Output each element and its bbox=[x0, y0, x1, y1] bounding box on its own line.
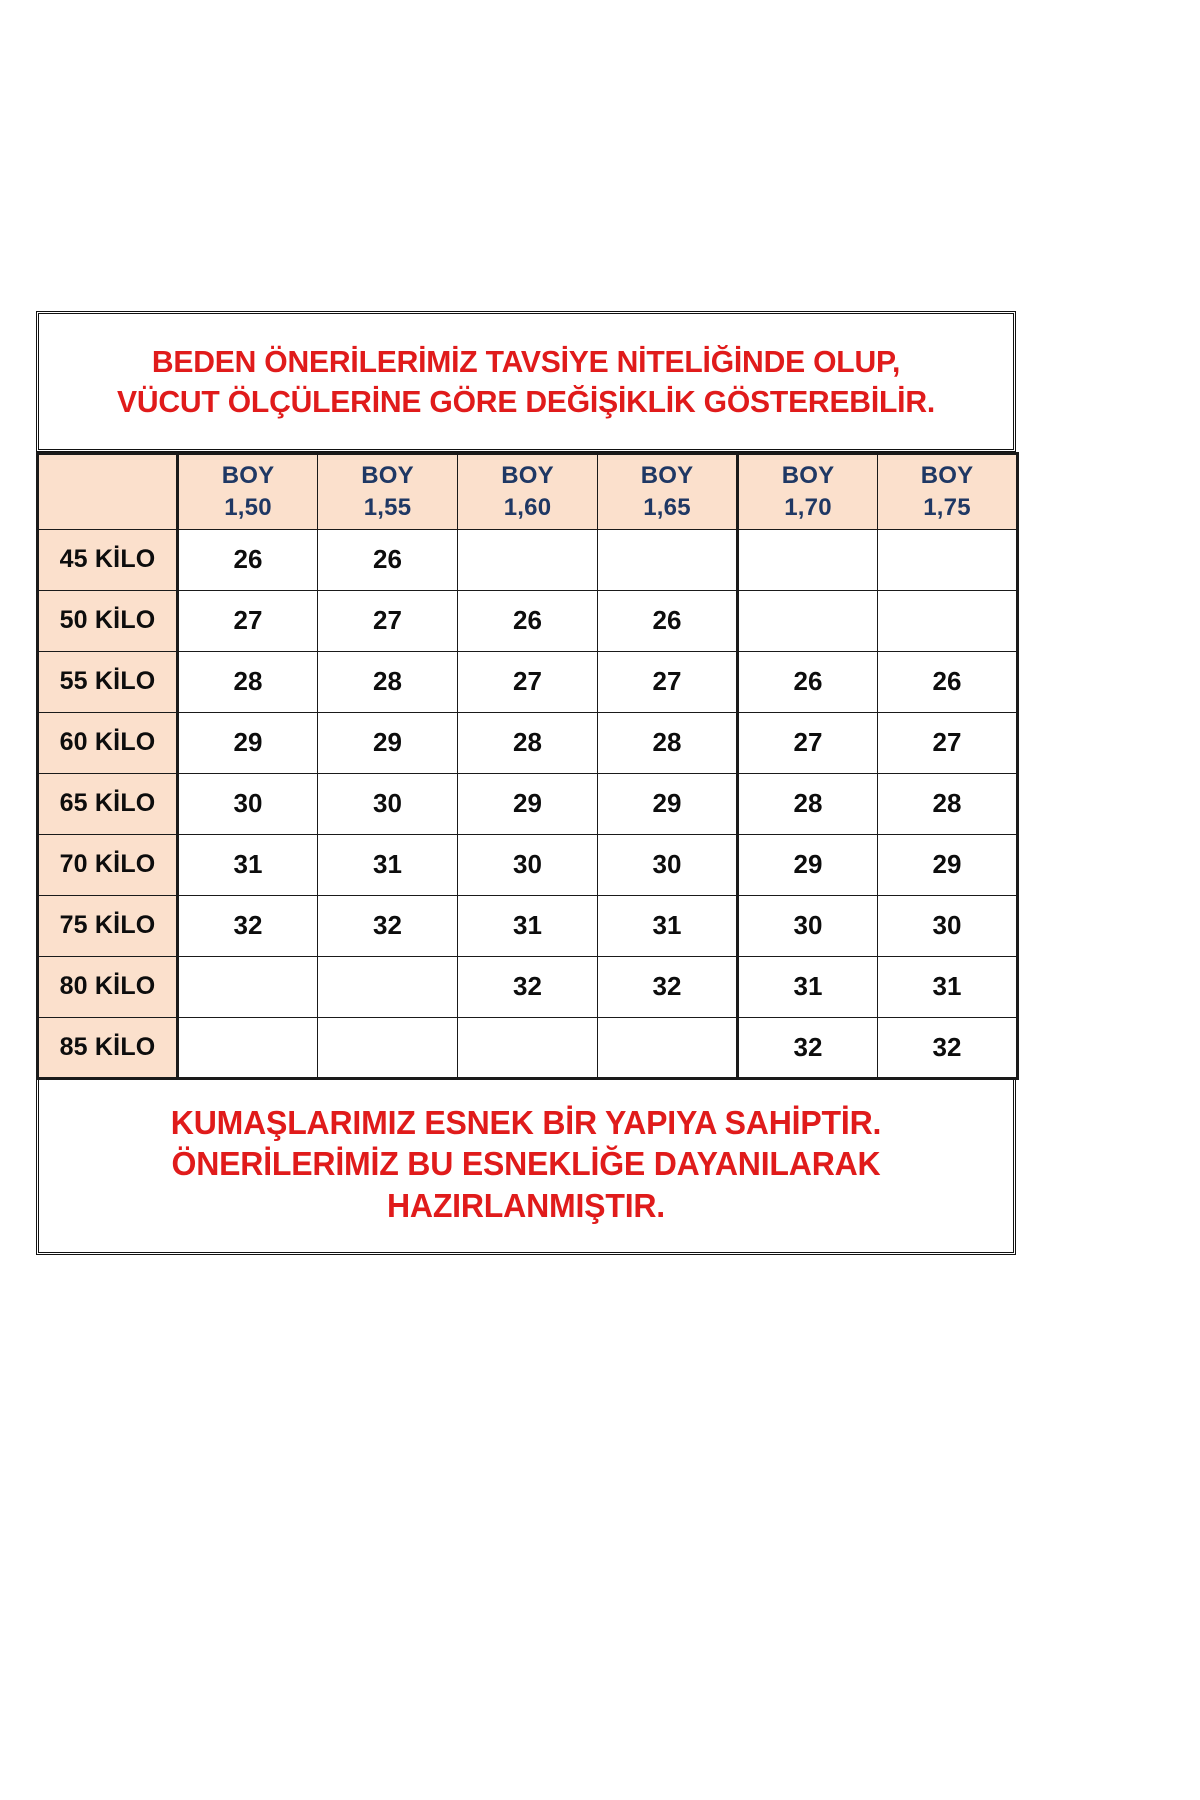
column-header-top-5: BOY bbox=[920, 462, 974, 490]
column-header-top-3: BOY bbox=[640, 462, 694, 490]
column-header-boy-165 bbox=[598, 453, 738, 529]
cell-65-165: 29 bbox=[598, 773, 738, 834]
cell-55-165: 27 bbox=[598, 651, 738, 712]
cell-45-150: 26 bbox=[178, 529, 318, 590]
cell-70-155: 31 bbox=[318, 834, 458, 895]
cell-60-155: 29 bbox=[318, 712, 458, 773]
cell-50-160: 26 bbox=[458, 590, 598, 651]
cell-50-150: 27 bbox=[178, 590, 318, 651]
table-row bbox=[38, 956, 1018, 1017]
top-notice-line-1: BEDEN ÖNERİLERİMİZ TAVSİYE NİTELİĞİNDE OLUP, bbox=[151, 344, 901, 379]
row-label-75: 75 KİLO bbox=[38, 895, 178, 956]
cell-70-160: 30 bbox=[458, 834, 598, 895]
row-label-45: 45 KİLO bbox=[38, 529, 178, 590]
cell-55-155: 28 bbox=[318, 651, 458, 712]
table-row bbox=[38, 529, 1018, 590]
cell-45-170 bbox=[738, 529, 878, 590]
cell-80-160: 32 bbox=[458, 956, 598, 1017]
row-label-60: 60 KİLO bbox=[38, 712, 178, 773]
top-notice-line-2: VÜCUT ÖLÇÜLERİNE GÖRE DEĞİŞİKLİK GÖSTEREBİLİR. bbox=[116, 384, 936, 420]
table-row bbox=[38, 834, 1018, 895]
cell-60-170: 27 bbox=[738, 712, 878, 773]
column-header-boy-175 bbox=[878, 453, 1018, 529]
cell-50-175 bbox=[878, 590, 1018, 651]
cell-55-150: 28 bbox=[178, 651, 318, 712]
column-header-bottom-2: 1,60 bbox=[503, 493, 552, 521]
column-header-boy-170 bbox=[738, 453, 878, 529]
cell-65-175: 28 bbox=[878, 773, 1018, 834]
cell-55-170: 26 bbox=[738, 651, 878, 712]
column-header-bottom-0: 1,50 bbox=[224, 493, 272, 521]
column-header-boy-150 bbox=[178, 453, 318, 529]
top-notice-box bbox=[36, 311, 1016, 452]
cell-70-175: 29 bbox=[878, 834, 1018, 895]
bottom-notice-box bbox=[36, 1080, 1016, 1256]
cell-75-160: 31 bbox=[458, 895, 598, 956]
column-header-boy-160 bbox=[458, 453, 598, 529]
column-header-top-0: BOY bbox=[221, 462, 275, 490]
cell-85-150 bbox=[178, 1017, 318, 1078]
cell-80-170: 31 bbox=[738, 956, 878, 1017]
cell-85-170: 32 bbox=[738, 1017, 878, 1078]
cell-45-165 bbox=[598, 529, 738, 590]
column-header-top-1: BOY bbox=[361, 462, 414, 490]
cell-65-155: 30 bbox=[318, 773, 458, 834]
bottom-notice-line-2: ÖNERİLERİMİZ BU ESNEKLİĞE DAYANILARAK bbox=[171, 1145, 881, 1183]
table-row bbox=[38, 1017, 1018, 1078]
cell-60-175: 27 bbox=[878, 712, 1018, 773]
cell-75-170: 30 bbox=[738, 895, 878, 956]
cell-50-170 bbox=[738, 590, 878, 651]
row-label-80: 80 KİLO bbox=[38, 956, 178, 1017]
bottom-notice-line-3: HAZIRLANMIŞTIR. bbox=[386, 1186, 666, 1224]
bottom-notice-line-1: KUMAŞLARIMIZ ESNEK BİR YAPIYA SAHİPTİR. bbox=[170, 1103, 882, 1141]
cell-70-150: 31 bbox=[178, 834, 318, 895]
cell-85-165 bbox=[598, 1017, 738, 1078]
cell-65-150: 30 bbox=[178, 773, 318, 834]
size-table-body bbox=[38, 529, 1018, 1078]
size-table-head bbox=[38, 453, 1018, 529]
size-chart-container bbox=[36, 311, 1016, 1255]
cell-80-175: 31 bbox=[878, 956, 1018, 1017]
row-label-55: 55 KİLO bbox=[38, 651, 178, 712]
cell-45-175 bbox=[878, 529, 1018, 590]
column-header-boy-155 bbox=[318, 453, 458, 529]
cell-85-175: 32 bbox=[878, 1017, 1018, 1078]
table-row bbox=[38, 773, 1018, 834]
column-header-bottom-3: 1,65 bbox=[643, 493, 691, 521]
cell-75-155: 32 bbox=[318, 895, 458, 956]
cell-85-155 bbox=[318, 1017, 458, 1078]
column-header-bottom-4: 1,70 bbox=[784, 493, 832, 521]
cell-55-160: 27 bbox=[458, 651, 598, 712]
row-label-85: 85 KİLO bbox=[38, 1017, 178, 1078]
column-header-bottom-5: 1,75 bbox=[923, 493, 971, 521]
cell-75-165: 31 bbox=[598, 895, 738, 956]
cell-50-165: 26 bbox=[598, 590, 738, 651]
row-label-65: 65 KİLO bbox=[38, 773, 178, 834]
table-row bbox=[38, 590, 1018, 651]
cell-60-150: 29 bbox=[178, 712, 318, 773]
cell-70-170: 29 bbox=[738, 834, 878, 895]
cell-50-155: 27 bbox=[318, 590, 458, 651]
cell-80-150 bbox=[178, 956, 318, 1017]
table-row bbox=[38, 895, 1018, 956]
cell-80-165: 32 bbox=[598, 956, 738, 1017]
header-corner-cell bbox=[38, 453, 178, 529]
cell-85-160 bbox=[458, 1017, 598, 1078]
cell-60-165: 28 bbox=[598, 712, 738, 773]
header-row bbox=[38, 453, 1018, 529]
cell-75-175: 30 bbox=[878, 895, 1018, 956]
cell-65-160: 29 bbox=[458, 773, 598, 834]
table-row bbox=[38, 651, 1018, 712]
row-label-50: 50 KİLO bbox=[38, 590, 178, 651]
cell-80-155 bbox=[318, 956, 458, 1017]
cell-45-160 bbox=[458, 529, 598, 590]
cell-60-160: 28 bbox=[458, 712, 598, 773]
table-row bbox=[38, 712, 1018, 773]
column-header-bottom-1: 1,55 bbox=[363, 493, 412, 521]
row-label-70: 70 KİLO bbox=[38, 834, 178, 895]
column-header-top-4: BOY bbox=[781, 462, 835, 490]
cell-45-155: 26 bbox=[318, 529, 458, 590]
size-table bbox=[36, 452, 1019, 1080]
cell-70-165: 30 bbox=[598, 834, 738, 895]
cell-65-170: 28 bbox=[738, 773, 878, 834]
column-header-top-2: BOY bbox=[501, 462, 554, 490]
cell-55-175: 26 bbox=[878, 651, 1018, 712]
cell-75-150: 32 bbox=[178, 895, 318, 956]
